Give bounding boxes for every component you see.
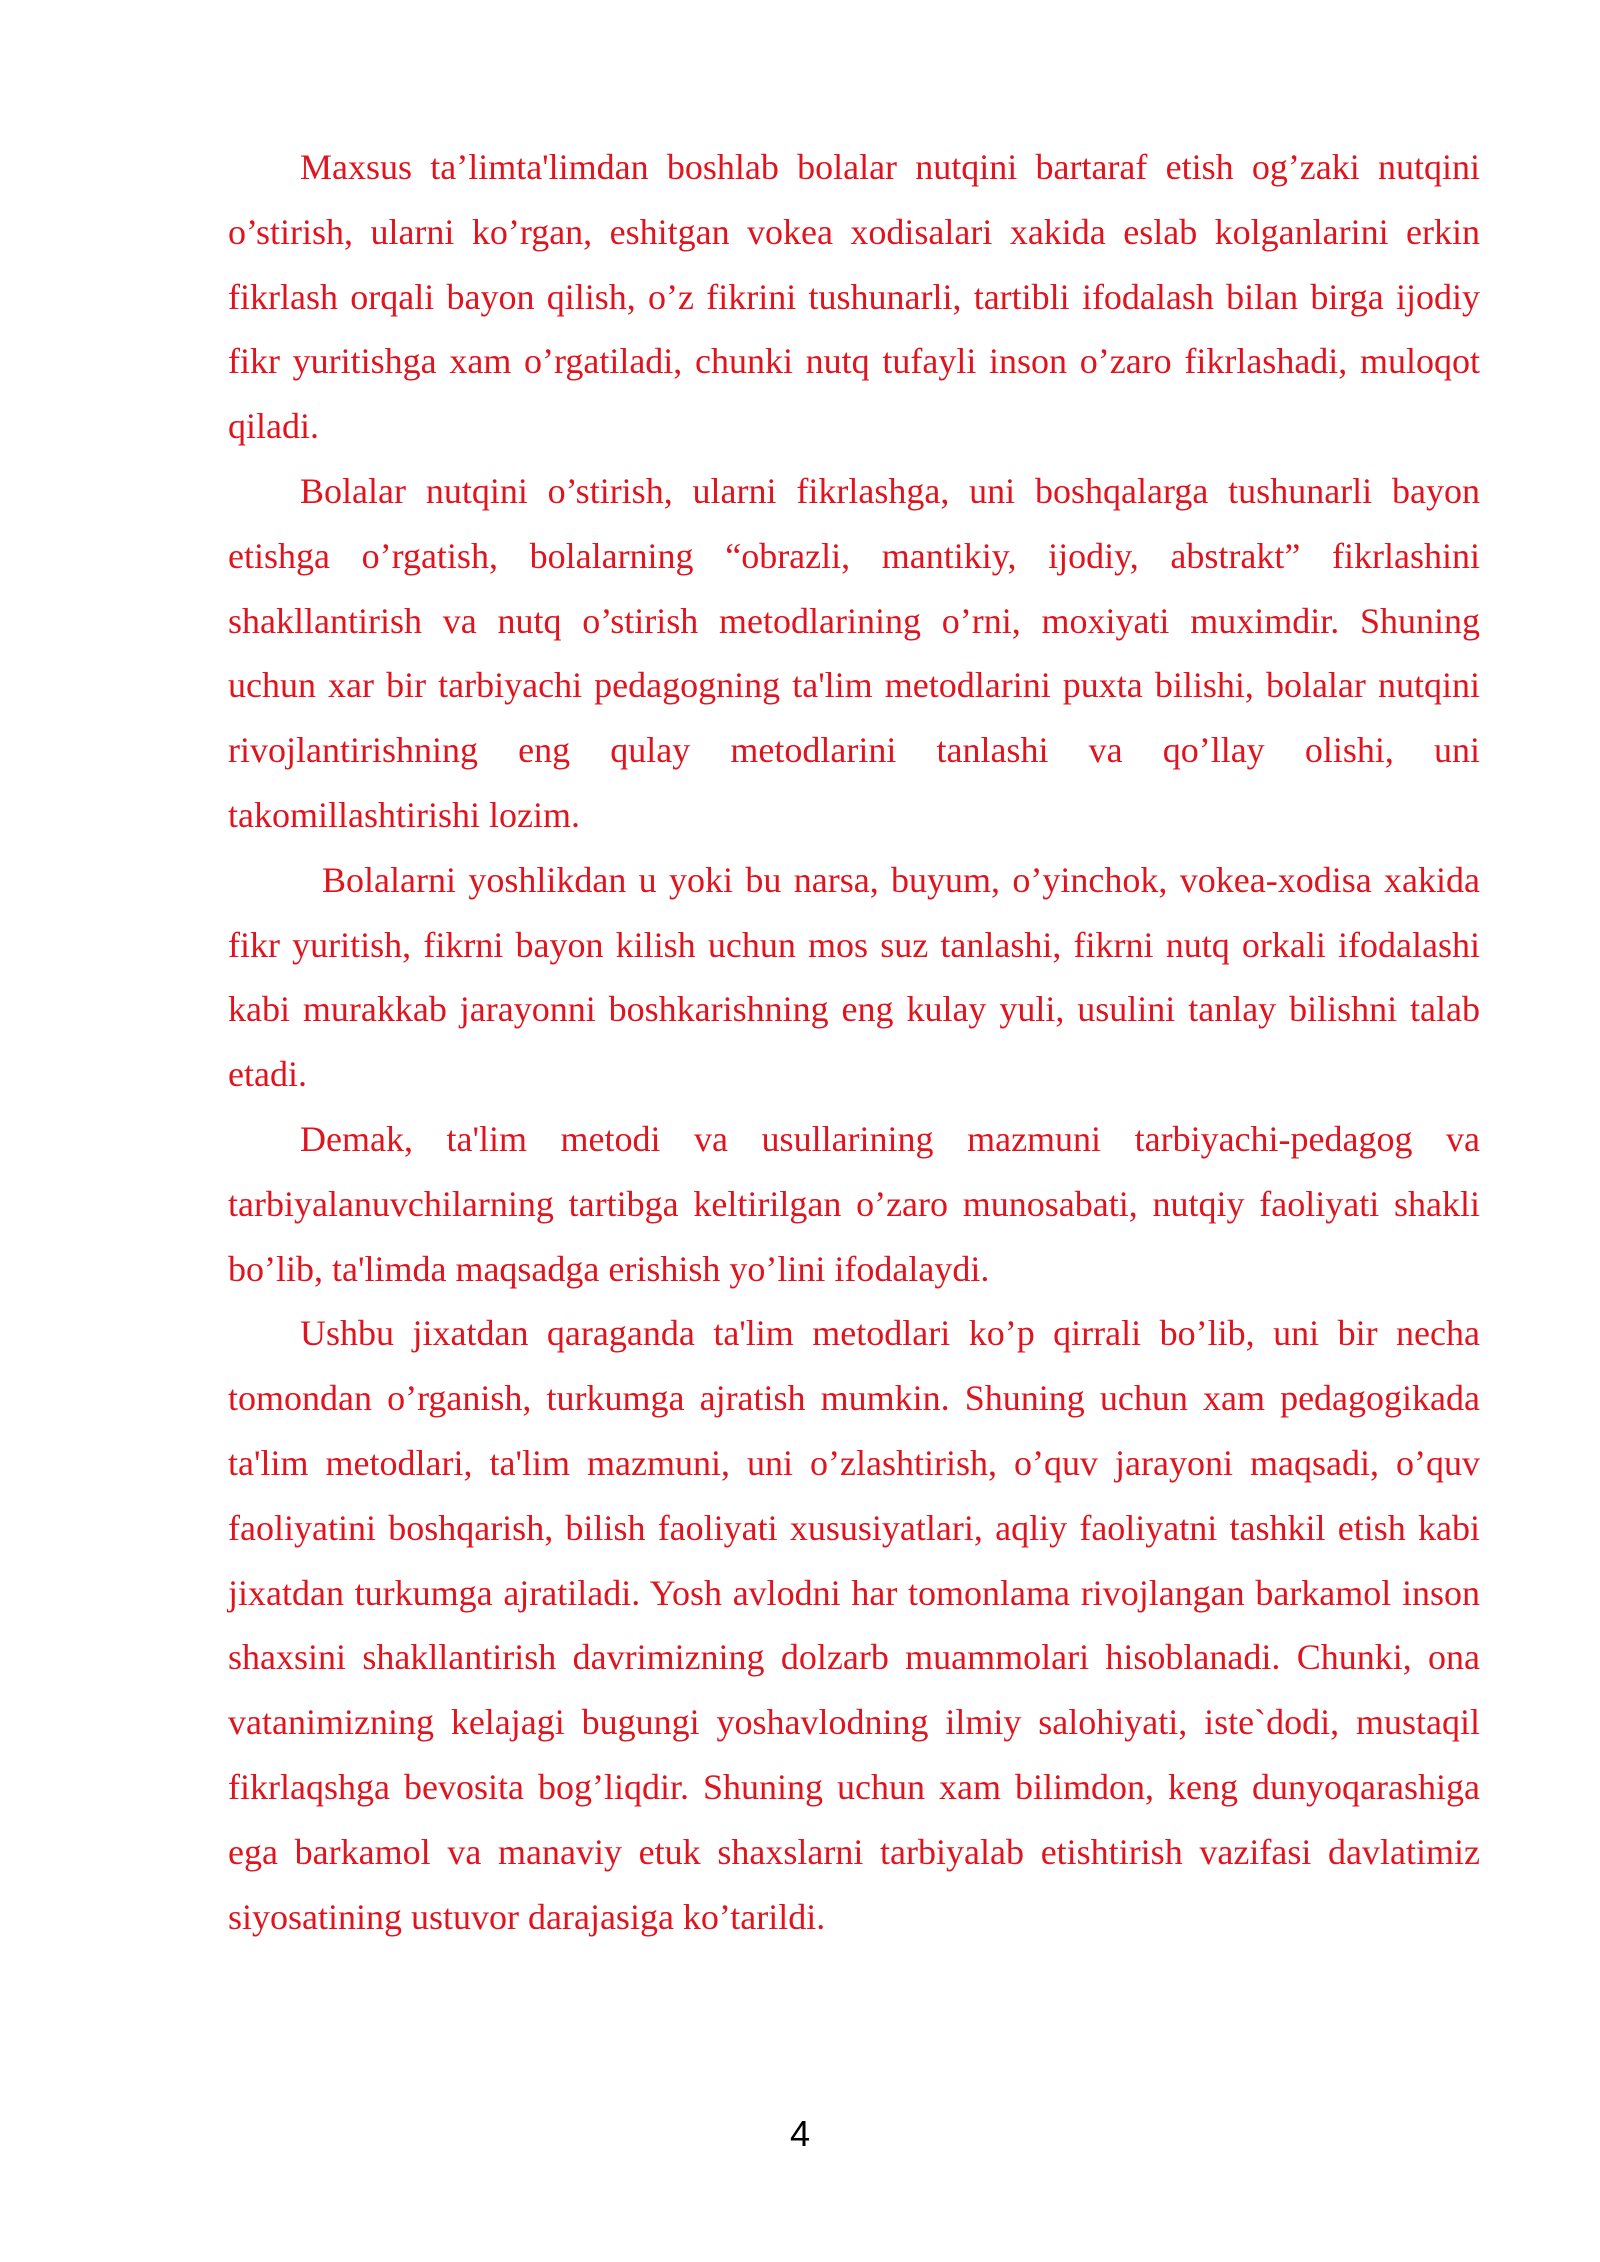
page-number: 4 bbox=[789, 2113, 811, 2154]
paragraph-3: Bolalarni yoshlikdan u yoki bu narsa, buyum, o’yinchok, vokea-xodisa xakida fikr yuritish, fikrni bayon kilish uchun mos suz tanlashi, fikrni nutq orkali ifodalashi kabi murakkab jarayonni boshkarishning eng kulay yuli, usulini tanlay bilishni talab etadi. bbox=[228, 859, 1480, 1095]
paragraph-1: Maxsus ta’limta'limdan boshlab bolalar nutqini bartaraf etish og’zaki nutqini o’stirish, ularni ko’rgan, eshitgan vokea xodisalari xakida eslab kolganlarini erkin fikrlash orqali bayon qilish, o’z fikrini tushunarli, tartibli ifodalash bilan birga ijodiy fikr yuritishga xam o’rgatiladi, chunki nutq tufayli inson o’zaro fikrlashadi, muloqot qiladi. bbox=[228, 147, 1480, 447]
paragraph-2: Bolalar nutqini o’stirish, ularni fikrlashga, uni boshqalarga tushunarli bayon etishga o’rgatish, bolalarning “obrazli, mantikiy, ijodiy, abstrakt” fikrlashini shakllantirish va nutq o’stirish metodlarining o’rni, moxiyati muximdir. Shuning uchun xar bir tarbiyachi pedagogning ta'lim metodlarini puxta bilishi, bolalar nutqini rivojlantirishning eng qulay metodlarini tanlashi va qo’llay olishi, uni takomillashtirishi lozim. bbox=[228, 470, 1480, 835]
paragraph-4: Demak, ta'lim metodi va usullarining mazmuni tarbiyachi-pedagog va tarbiyalanuvchilarning tartibga keltirilgan o’zaro munosabati, nutqiy faoliyati shakli bo’lib, ta'limda maqsadga erishish yo’lini ifodalaydi. bbox=[228, 1118, 1480, 1289]
paragraph-5: Ushbu jixatdan qaraganda ta'lim metodlari ko’p qirrali bo’lib, uni bir necha tomondan o’rganish, turkumga ajratish mumkin. Shuning uchun xam pedagogikada ta'lim metodlari, ta'lim mazmuni, uni o’zlashtirish, o’quv jarayoni maqsadi, o’quv faoliyatini boshqarish, bilish faoliyati xususiyatlari, aqliy faoliyatni tashkil etish kabi jixatdan turkumga ajratiladi. Yosh avlodni har tomonlama rivojlangan barkamol inson shaxsini shakllantirish davrimizning dolzarb muammolari hisoblanadi. Chunki, ona vatanimizning kelajagi bugungi yoshavlodning ilmiy salohiyati, iste`dodi, mustaqil fikrlaqshga bevosita bog’liqdir. Shuning uchun xam bilimdon, keng dunyoqarashiga ega barkamol va manaviy etuk shaxslarni tarbiyalab etishtirish vazifasi davlatimiz siyosatining ustuvor darajasiga ko’tarildi. bbox=[228, 1313, 1480, 1937]
document-body bbox=[228, 135, 1480, 1949]
